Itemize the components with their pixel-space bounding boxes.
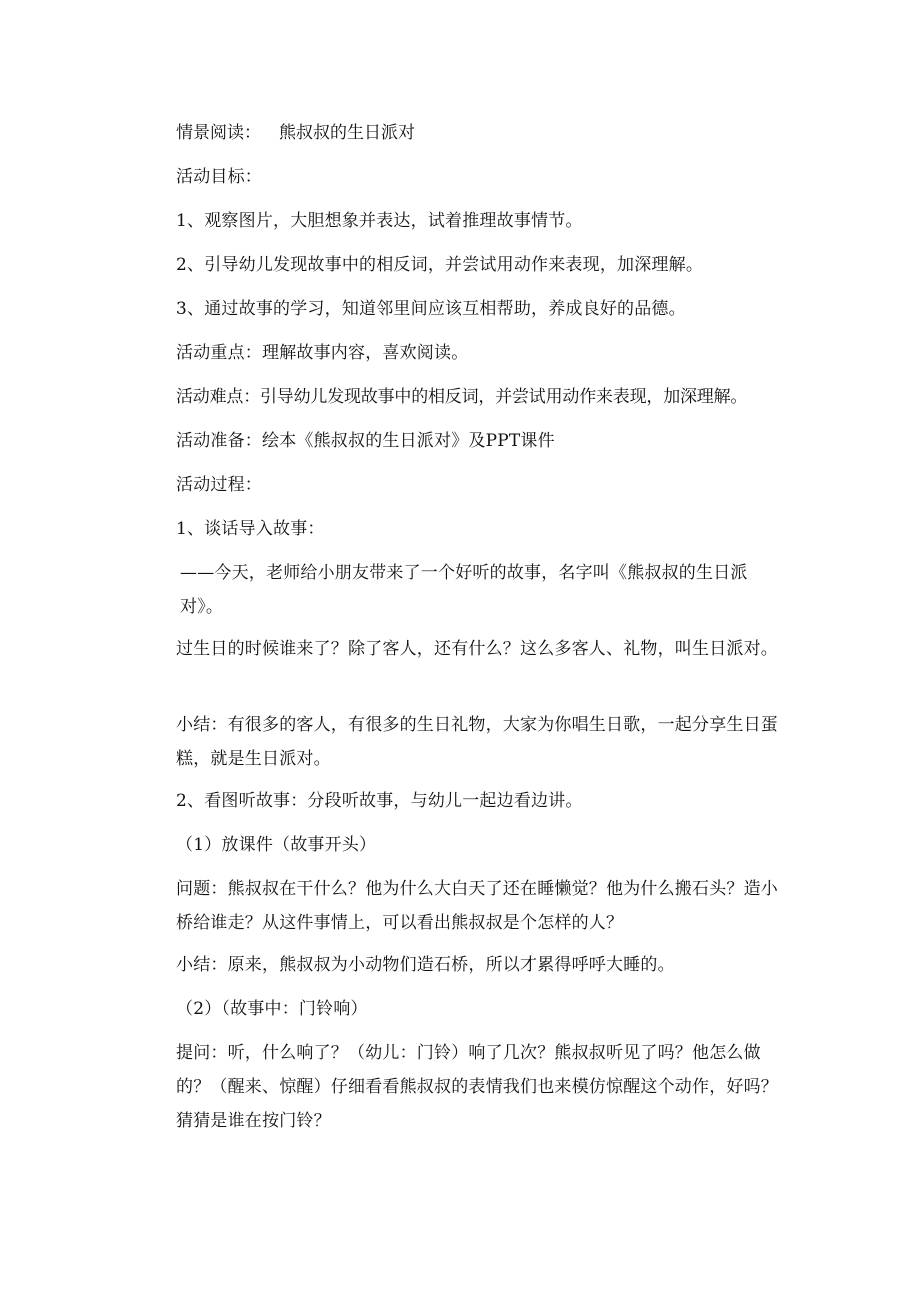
difficulty-point: 活动难点：引导幼儿发现故事中的相反词，并尝试用动作来表现，加深理解。 (176, 387, 748, 407)
document-title (176, 116, 415, 150)
summary-2: 小结：原来，熊叔叔为小动物们造石桥，所以才累得呼呼大睡的。 (176, 955, 675, 975)
intro-dialogue: ——今天，老师给小朋友带来了一个好听的故事，名字叫《熊叔叔的生日派对》。 (180, 563, 748, 617)
summary-1: 小结：有很多的客人，有很多的生日礼物，大家为你唱生日歌，一起分享生日蛋糕，就是生日派对。 (176, 715, 778, 769)
step-2-heading: 2、看图听故事：分段听故事，与幼儿一起边看边讲。 (176, 791, 583, 811)
process-heading: 活动过程： (176, 475, 262, 495)
birthday-question: 过生日的时候谁来了？除了客人，还有什么？这么多客人、礼物，叫生日派对。 (176, 639, 778, 659)
goal-item-3: 3、通过故事的学习，知道邻里间应该互相帮助，养成良好的品德。 (176, 299, 686, 319)
title-label: 情景阅读： (176, 123, 261, 143)
step-1-heading: 1、谈话导入故事： (176, 519, 325, 539)
key-point: 活动重点：理解故事内容，喜欢阅读。 (176, 343, 469, 363)
part-2-heading: （2）（故事中：门铃响） (176, 999, 368, 1019)
part-1-heading: （1）放课件（故事开头） (176, 835, 377, 855)
preparation: 活动准备：绘本《熊叔叔的生日派对》及PPT课件 (176, 431, 555, 451)
goal-item-2: 2、引导幼儿发现故事中的相反词，并尝试用动作来表现，加深理解。 (176, 255, 704, 275)
goal-item-1: 1、观察图片，大胆想象并表达，试着推理故事情节。 (176, 211, 583, 231)
goals-heading: 活动目标： (176, 167, 262, 187)
question-block: 问题：熊叔叔在干什么？他为什么大白天了还在睡懒觉？他为什么搬石头？造小桥给谁走？从这件事情上，可以看出熊叔叔是个怎样的人？ (176, 879, 778, 933)
doorbell-question: 提问：听，什么响了？（幼儿：门铃）响了几次？熊叔叔听见了吗？他怎么做的？（醒来、惊醒）仔细看看熊叔叔的表情我们也来模仿惊醒这个动作，好吗？猜猜是谁在按门铃？ (176, 1043, 778, 1131)
title-text: 熊叔叔的生日派对 (279, 123, 415, 143)
